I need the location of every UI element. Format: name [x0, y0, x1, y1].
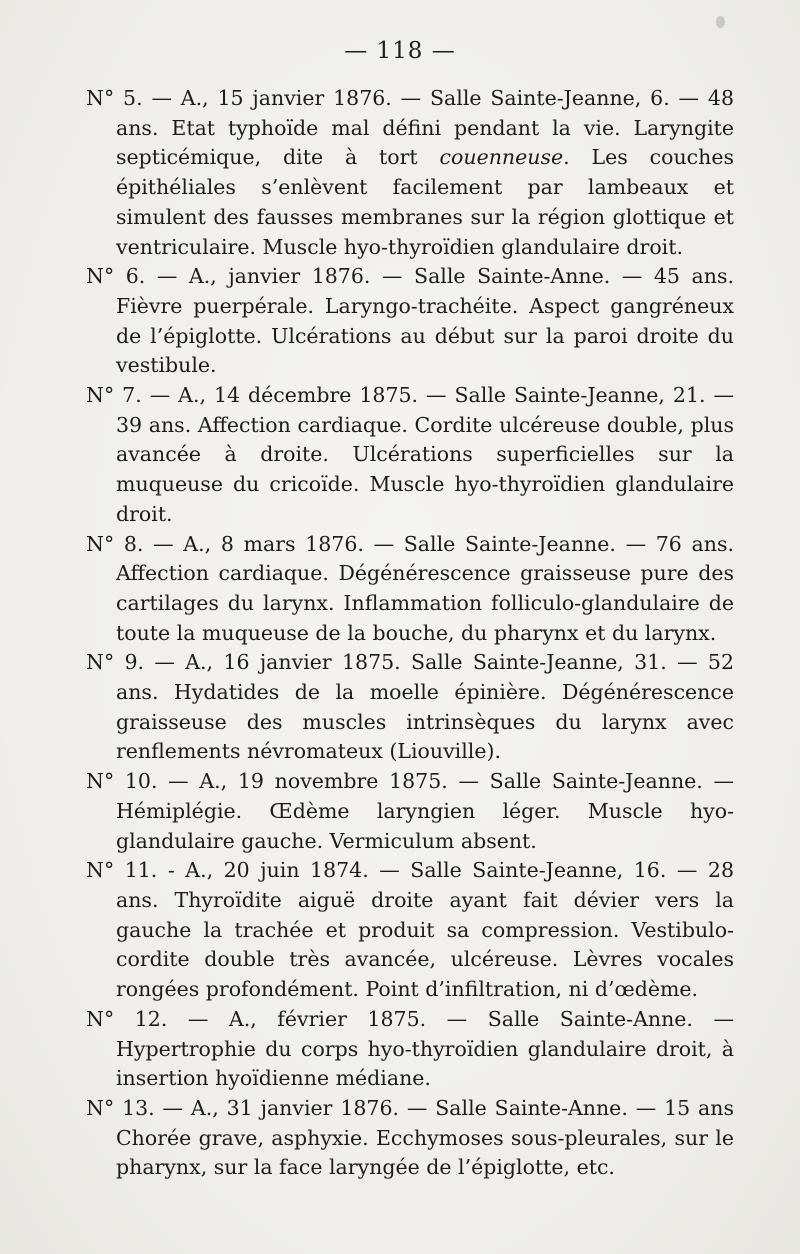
case-entry-5-text-end: . Les couches épithéliales s’enlèvent facilement par lambeaux et simulent des fausses membranes sur la région glottique et ventriculaire. Muscle hyo-thyroïdien glandulaire droit.	[116, 145, 734, 259]
page-number: — 118 —	[344, 38, 456, 64]
case-entry-11: N° 11. - A., 20 juin 1874. — Salle Sainte-Jeanne, 16. — 28 ans. Thyroïdite aiguë droite ayant fait dévier vers la gauche la trachée et produit sa compression. Vestibulo-cordite double très avancée, ulcéreuse. Lèvres vocales rongées profondément. Point d’infiltration, ni d’œdème.	[86, 858, 734, 1002]
case-entry-12: N° 12. — A., février 1875. — Salle Sainte-Anne. — Hypertrophie du corps hyo-thyroïdien glandulaire droit, à insertion hyoïdienne médiane.	[86, 1006, 734, 1091]
case-entry-5-emphasis: couenneuse	[439, 145, 564, 170]
case-entries	[86, 84, 734, 1183]
case-entry-10: N° 10. — A., 19 novembre 1875. — Salle Sainte-Jeanne. — Hémiplégie. Œdème laryngien léger. Muscle hyo-glandulaire gauche. Vermiculum absent.	[86, 769, 734, 853]
paper-speck	[716, 16, 725, 28]
case-entry-8: N° 8. — A., 8 mars 1876. — Salle Sainte-Jeanne. — 76 ans. Affection cardiaque. Dégénérescence graisseuse pure des cartilages du larynx. Inflammation folliculo-glandulaire de toute la muqueuse de la bouche, du pharynx et du larynx.	[86, 531, 734, 645]
case-entry-5-text: N° 5. — A., 15 janvier 1876. — Salle Sainte-Jeanne, 6. — 48 ans. Etat typhoïde mal défini pendant la vie. Laryngite septicémique, dite à tort	[86, 86, 734, 170]
case-entry-5	[86, 84, 734, 262]
case-entry-9: N° 9. — A., 16 janvier 1875. Salle Sainte-Jeanne, 31. — 52 ans. Hydatides de la moelle épinière. Dégénérescence graisseuse des muscles intrinsèques du larynx avec renflements névromateux (Liouville).	[86, 650, 734, 764]
case-entry-7: N° 7. — A., 14 décembre 1875. — Salle Sainte-Jeanne, 21. — 39 ans. Affection cardiaque. Cordite ulcéreuse double, plus avancée à droite. Ulcérations superficielles sur la muqueuse du cricoïde. Muscle hyo-thyroïdien glandulaire droit.	[86, 383, 734, 526]
case-entry-13: N° 13. — A., 31 janvier 1876. — Salle Sainte-Anne. — 15 ans Chorée grave, asphyxie. Ecchymoses sous-pleurales, sur le pharynx, sur la face laryngée de l’épiglotte, etc.	[86, 1095, 734, 1180]
case-entry-6: N° 6. — A., janvier 1876. — Salle Sainte-Anne. — 45 ans. Fièvre puerpérale. Laryngo-trachéite. Aspect gangréneux de l’épiglotte. Ulcérations au début sur la paroi droite du vestibule.	[86, 264, 734, 378]
